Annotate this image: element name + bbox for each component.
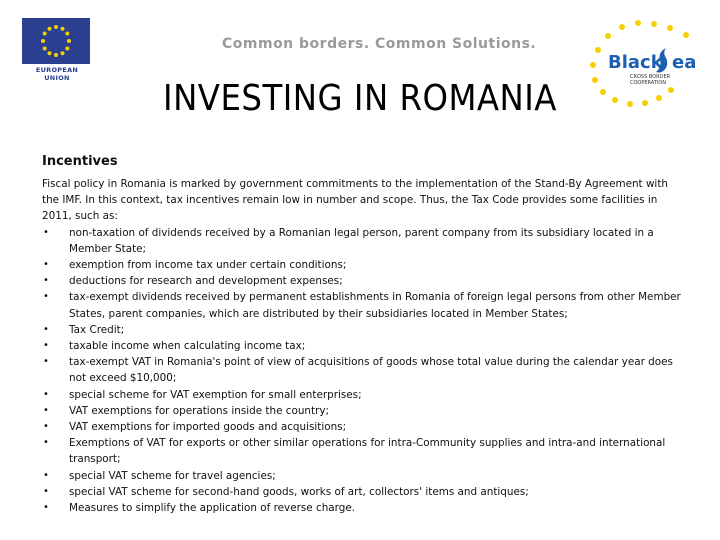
black-sea-subtitle-2: COOPERATION bbox=[630, 80, 667, 86]
list-item-text: VAT exemptions for operations inside the country; bbox=[69, 404, 330, 417]
eu-logo bbox=[22, 18, 92, 82]
bullet-icon: • bbox=[43, 388, 49, 400]
list-item bbox=[42, 387, 682, 403]
bullet-icon: • bbox=[43, 356, 49, 368]
bullet-icon: • bbox=[43, 469, 49, 481]
list-item-text: non-taxation of dividends received by a Romanian legal person, parent company from its subsidiary located in a Member State; bbox=[69, 226, 654, 255]
bullet-icon: • bbox=[43, 502, 49, 514]
tagline: Common borders. Common Solutions. bbox=[222, 36, 537, 52]
list-item bbox=[42, 484, 682, 500]
bullet-icon: • bbox=[43, 421, 49, 433]
list-item-text: deductions for research and development expenses; bbox=[69, 275, 343, 288]
list-item bbox=[42, 322, 682, 338]
list-item-text: special VAT scheme for travel agencies; bbox=[69, 469, 276, 482]
eu-flag-icon bbox=[22, 18, 90, 64]
bullet-icon: • bbox=[43, 259, 49, 271]
bullet-icon: • bbox=[43, 226, 49, 238]
list-item bbox=[42, 225, 682, 257]
content bbox=[42, 152, 682, 516]
black-sea-name-part1: Black bbox=[608, 52, 663, 73]
page-title: INVESTING IN ROMANIA bbox=[163, 78, 557, 119]
bullet-icon: • bbox=[43, 485, 49, 497]
bullet-icon: • bbox=[43, 291, 49, 303]
list-item bbox=[42, 257, 682, 273]
list-item bbox=[42, 403, 682, 419]
bullet-icon: • bbox=[43, 323, 49, 335]
list-item bbox=[42, 289, 682, 321]
list-item-text: VAT exemptions for imported goods and acquisitions; bbox=[69, 421, 347, 434]
list-item-text: special VAT scheme for second-hand goods, works of art, collectors' items and antiques; bbox=[69, 485, 529, 498]
list-item bbox=[42, 435, 682, 467]
header bbox=[0, 0, 720, 150]
list-item-text: special scheme for VAT exemption for small enterprises; bbox=[69, 388, 362, 401]
list-item bbox=[42, 419, 682, 435]
black-sea-subtitle-1: CROSS BORDER bbox=[630, 74, 671, 80]
list-item bbox=[42, 273, 682, 289]
incentives-list bbox=[42, 225, 682, 517]
bullet-icon: • bbox=[43, 404, 49, 416]
list-item bbox=[42, 338, 682, 354]
list-item-text: Measures to simplify the application of reverse charge. bbox=[69, 502, 356, 515]
bullet-icon: • bbox=[43, 437, 49, 449]
list-item bbox=[42, 354, 682, 386]
list-item-text: taxable income when calculating income tax; bbox=[69, 340, 306, 353]
list-item bbox=[42, 468, 682, 484]
list-item-text: Tax Credit; bbox=[69, 323, 125, 336]
list-item-text: tax-exempt VAT in Romania's point of view of acquisitions of goods whose total value during the calendar year does not exceed $10,000; bbox=[69, 356, 673, 385]
eu-logo-label: EUROPEAN UNION bbox=[35, 66, 79, 82]
list-item-text: tax-exempt dividends received by permanent establishments in Romania of foreign legal persons from other Member States, parent companies, which are distributed by their subsidiaries located in Member States; bbox=[69, 291, 681, 320]
bullet-icon: • bbox=[43, 340, 49, 352]
list-item-text: exemption from income tax under certain conditions; bbox=[69, 259, 347, 272]
section-heading: Incentives bbox=[42, 154, 118, 169]
bullet-icon: • bbox=[43, 275, 49, 287]
black-sea-name-part2: ea bbox=[672, 52, 697, 73]
intro-paragraph: Fiscal policy in Romania is marked by government commitments to the implementation of the Stand-By Agreement with the IMF. In this context, tax incentives remain low in number and scope. Thus, the Tax Code provides some facilities in 2011, such as: bbox=[42, 178, 668, 223]
list-item-text: Exemptions of VAT for exports or other similar operations for intra-Community supplies and intra-and international transport; bbox=[69, 437, 666, 466]
list-item bbox=[42, 500, 682, 516]
